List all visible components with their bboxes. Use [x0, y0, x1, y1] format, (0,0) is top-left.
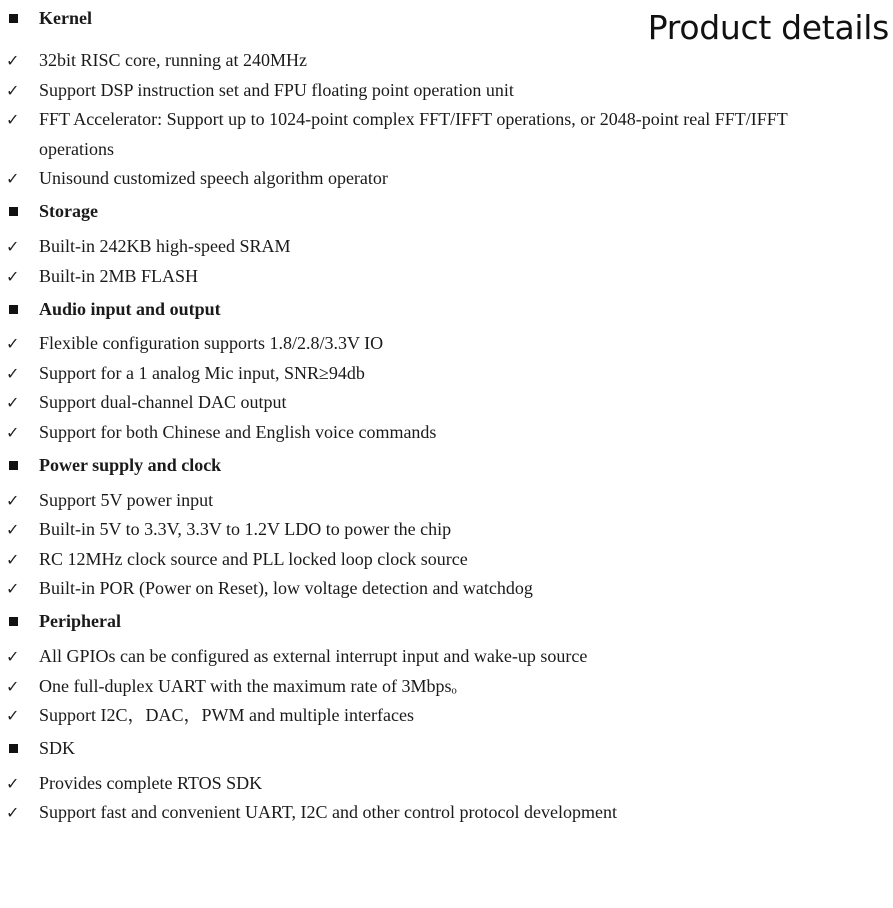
list-item: [6, 701, 866, 731]
list-item-text: 32bit RISC core, running at 240MHz: [39, 50, 307, 70]
checkmark-icon: ✓: [6, 579, 20, 599]
section-heading-label: Audio input and output: [39, 298, 221, 319]
checkmark-icon: ✓: [6, 803, 20, 823]
section-power: [6, 452, 866, 604]
checkmark-icon: ✓: [6, 334, 20, 354]
list-item-text: Unisound customized speech algorithm operator: [39, 168, 388, 189]
list-item-text: Built-in 5V to 3.3V, 3.3V to 1.2V LDO to power the chip: [39, 519, 452, 540]
list-item-text: Flexible configuration supports 1.8/2.8/3.3V IO: [39, 333, 384, 354]
list-item: [6, 262, 866, 292]
section-sdk: [6, 735, 866, 828]
list-item: [6, 46, 866, 76]
list-item: [6, 798, 866, 828]
section-storage: [6, 198, 866, 291]
section-heading: [6, 735, 866, 763]
checkmark-icon: ✓: [6, 393, 20, 413]
checkmark-icon: ✓: [6, 51, 20, 70]
list-item: [6, 329, 866, 359]
square-bullet-icon: [9, 461, 18, 470]
list-item-text: Support dual-channel DAC output: [39, 392, 287, 413]
list-item-text: Support for a 1 analog Mic input, SNR≥94db: [39, 362, 365, 383]
list-item-text: FFT Accelerator: Support up to 1024-point complex FFT/IFFT operations, or 2048-point real FFT/IFFT operations: [39, 109, 788, 159]
checkmark-icon: ✓: [6, 169, 20, 189]
list-item-text: Provides complete RTOS SDK: [39, 772, 263, 793]
section-heading: [6, 452, 866, 480]
section-heading: [6, 608, 866, 636]
square-bullet-icon: [9, 305, 18, 314]
list-item-text: One full-duplex UART with the maximum rate of 3Mbpsₒ: [39, 675, 457, 696]
list-item: [6, 388, 866, 418]
section-heading: [6, 198, 866, 226]
checkmark-icon: ✓: [6, 706, 20, 726]
section-kernel: [6, 4, 866, 194]
list-item-text: Support 5V power input: [39, 489, 214, 510]
list-item: [6, 515, 866, 545]
checkmark-icon: ✓: [6, 236, 20, 256]
list-item-text: Built-in 242KB high-speed SRAM: [39, 235, 291, 256]
square-bullet-icon: [9, 14, 18, 23]
section-heading-label: Peripheral: [39, 611, 121, 632]
list-item: [6, 574, 866, 604]
checkmark-icon: ✓: [6, 520, 20, 540]
checkmark-icon: ✓: [6, 80, 20, 100]
checkmark-icon: ✓: [6, 422, 20, 442]
checkmark-icon: ✓: [6, 646, 20, 666]
section-heading: [6, 4, 866, 32]
checkmark-icon: ✓: [6, 676, 20, 696]
checkmark-icon: ✓: [6, 110, 20, 130]
square-bullet-icon: [9, 617, 18, 626]
checkmark-icon: ✓: [6, 773, 20, 793]
list-item-text: RC 12MHz clock source and PLL locked loop clock source: [39, 548, 468, 569]
section-heading-label: Kernel: [39, 7, 92, 28]
list-item-text: Support for both Chinese and English voice commands: [39, 421, 437, 442]
list-item-text: All GPIOs can be configured as external interrupt input and wake-up source: [39, 645, 588, 666]
checkmark-icon: ✓: [6, 266, 20, 286]
list-item-text: Built-in 2MB FLASH: [39, 265, 199, 286]
list-item: [6, 232, 866, 262]
list-item: [6, 76, 866, 106]
checkmark-icon: ✓: [6, 490, 20, 510]
section-heading: [6, 295, 866, 323]
checkmark-icon: ✓: [6, 363, 20, 383]
section-heading-label: Storage: [39, 201, 98, 222]
list-item: [6, 418, 866, 448]
list-item-text: Support fast and convenient UART, I2C and other control protocol development: [39, 802, 617, 823]
square-bullet-icon: [9, 744, 18, 753]
checkmark-icon: ✓: [6, 549, 20, 569]
page-title: Product details: [647, 8, 889, 47]
list-item-text: Support DSP instruction set and FPU floating point operation unit: [39, 79, 514, 100]
list-item: [6, 642, 866, 672]
list-item: [6, 359, 866, 389]
square-bullet-icon: [9, 207, 18, 216]
section-peripheral: [6, 608, 866, 731]
list-item: [6, 545, 866, 575]
feature-list: [6, 4, 866, 832]
list-item: [6, 486, 866, 516]
list-item: [6, 672, 866, 702]
list-item-text: Built-in POR (Power on Reset), low voltage detection and watchdog: [39, 578, 533, 599]
section-heading-label: SDK: [39, 738, 76, 759]
list-item: [6, 164, 866, 194]
list-item-text: Support I2C，DAC，PWM and multiple interfaces: [39, 705, 414, 726]
section-audio: [6, 295, 866, 447]
section-heading-label: Power supply and clock: [39, 455, 222, 476]
list-item: [6, 105, 866, 164]
list-item: [6, 769, 866, 799]
